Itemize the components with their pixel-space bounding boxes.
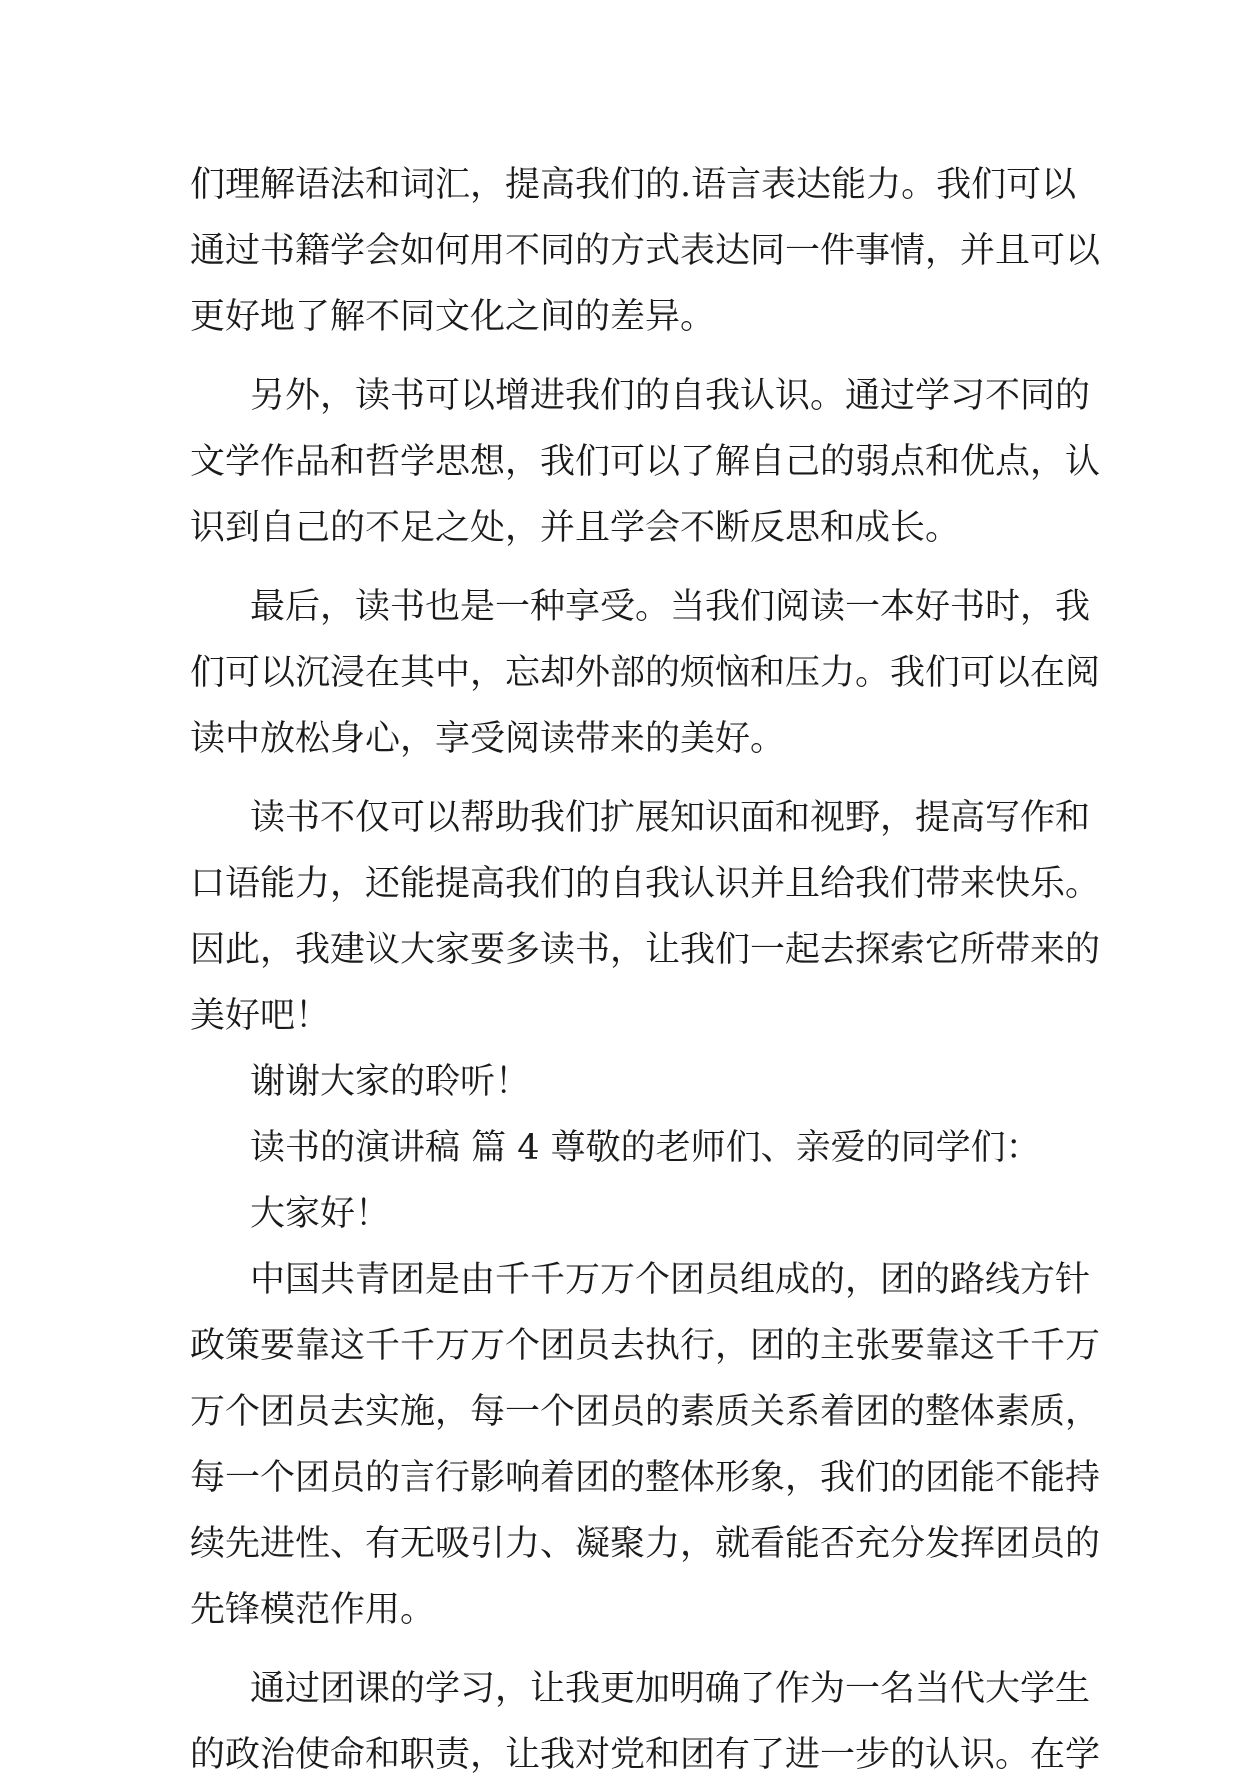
text-line: 续先进性、有无吸引力、凝聚力，就看能否充分发挥团员的 bbox=[190, 1524, 1101, 1564]
text-line: 读书不仅可以帮助我们扩展知识面和视野，提高写作和 bbox=[250, 798, 1091, 838]
text-line: 政策要靠这千千万万个团员去执行，团的主张要靠这千千万 bbox=[190, 1326, 1101, 1366]
paragraph bbox=[190, 1656, 1101, 1788]
paragraph bbox=[190, 1115, 1090, 1181]
text-line: 通过书籍学会如何用不同的方式表达同一件事情，并且可以 bbox=[190, 231, 1101, 271]
text-line: 中国共青团是由千千万万个团员组成的，团的路线方针 bbox=[250, 1260, 1091, 1300]
text-line: 更好地了解不同文化之间的差异。 bbox=[190, 297, 716, 337]
text-line: 最后，读书也是一种享受。当我们阅读一本好书时，我 bbox=[250, 587, 1091, 627]
text-line: 谢谢大家的聆听！ bbox=[250, 1062, 531, 1102]
paragraph-gap bbox=[190, 350, 1090, 363]
text-line: 美好吧！ bbox=[190, 996, 331, 1036]
text-line: 先锋模范作用。 bbox=[190, 1590, 436, 1630]
paragraph bbox=[190, 1049, 1090, 1115]
paragraph bbox=[190, 1181, 1090, 1247]
text-line: 读中放松身心，享受阅读带来的美好。 bbox=[190, 719, 786, 759]
text-line: 每一个团员的言行影响着团的整体形象，我们的团能不能持 bbox=[190, 1458, 1101, 1498]
text-line: 口语能力，还能提高我们的自我认识并且给我们带来快乐。 bbox=[190, 864, 1101, 904]
paragraph bbox=[190, 574, 1101, 772]
text-line: 读书的演讲稿 篇 4 尊敬的老师们、亲爱的同学们： bbox=[250, 1128, 1041, 1168]
text-line: 另外，读书可以增进我们的自我认识。通过学习不同的 bbox=[250, 376, 1091, 416]
text-line: 文学作品和哲学思想，我们可以了解自己的弱点和优点，认 bbox=[190, 442, 1101, 482]
text-line: 通过团课的学习，让我更加明确了作为一名当代大学生 bbox=[250, 1669, 1091, 1709]
paragraph bbox=[190, 1247, 1101, 1643]
text-line: 识到自己的不足之处，并且学会不断反思和成长。 bbox=[190, 508, 961, 548]
paragraph bbox=[190, 152, 1101, 350]
text-line: 因此，我建议大家要多读书，让我们一起去探索它所带来的 bbox=[190, 930, 1101, 970]
paragraph-gap bbox=[190, 561, 1090, 574]
paragraph bbox=[190, 785, 1101, 1049]
text-line: 的政治使命和职责，让我对党和团有了进一步的认识。在学 bbox=[190, 1735, 1101, 1775]
paragraph bbox=[190, 363, 1101, 561]
text-line: 们可以沉浸在其中，忘却外部的烦恼和压力。我们可以在阅 bbox=[190, 653, 1101, 693]
text-line: 大家好！ bbox=[250, 1194, 391, 1234]
paragraph-gap bbox=[190, 1643, 1090, 1656]
paragraph-gap bbox=[190, 772, 1090, 785]
text-line: 们理解语法和词汇，提高我们的.语言表达能力。我们可以 bbox=[190, 165, 1077, 205]
document-body bbox=[190, 152, 1101, 1788]
text-line: 万个团员去实施，每一个团员的素质关系着团的整体素质， bbox=[190, 1392, 1101, 1432]
